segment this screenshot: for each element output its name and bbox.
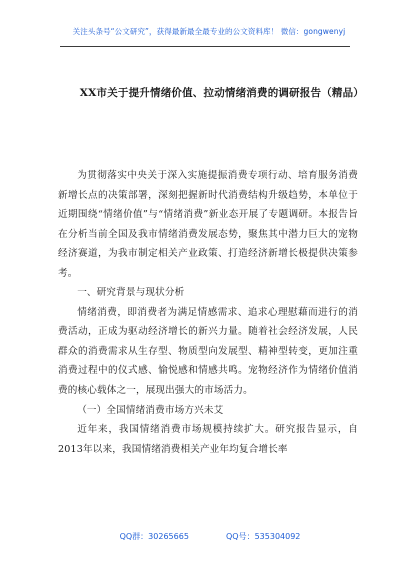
body-paragraph-market-growth: 近年来，我国情绪消费市场规模持续扩大。研究报告显示，自2013年以来，我国情绪消费相关产业年均复合增长率 xyxy=(58,424,358,455)
footer-contact xyxy=(90,531,330,542)
body-paragraph-emotional-consumption: 情绪消费，即消费者为满足情感需求、追求心理慰藉而进行的消费活动，正成为驱动经济增长的新兴力量。随着社会经济发展，人民群众的消费需求从生存型、物质型向发展型、精神型转变，更加注重消费过程中的仪式感、愉悦感和情感共鸣。宠物经济作为情绪价值消费的核心载体之一，展现出强大的市场活力。 xyxy=(58,306,358,397)
section-heading-background: 一、研究背景与现状分析 xyxy=(77,287,185,299)
footer-qq-group: QQ群：30265665 xyxy=(119,532,189,541)
header-divider xyxy=(60,46,350,47)
body-paragraph-intro: 为贯彻落实中央关于深入实施提振消费专项行动、培育服务消费新增长点的决策部署，深刻把握新时代消费结构升级趋势，本单位于近期围绕“情绪价值”与“情绪消费”新业态开展了专题调研。本报告旨在分析当前全国及我市情绪消费发展态势，聚焦其中潜力巨大的宠物经济赛道，为我市制定相关产业政策、打造经济新增长极提供决策参考。 xyxy=(58,170,358,279)
document-title: XX市关于提升情绪价值、拉动情绪消费的调研报告（精品） xyxy=(79,87,364,99)
header-banner: 关注头条号“公文研究”，获得最新最全最专业的公文资料库！ 微信：gongwenyj xyxy=(72,27,346,36)
document-body xyxy=(58,166,358,459)
subsection-heading-national-market: （一）全国情绪消费市场方兴未艾 xyxy=(77,404,224,416)
footer-qq-number: QQ号：535304092 xyxy=(226,532,301,541)
